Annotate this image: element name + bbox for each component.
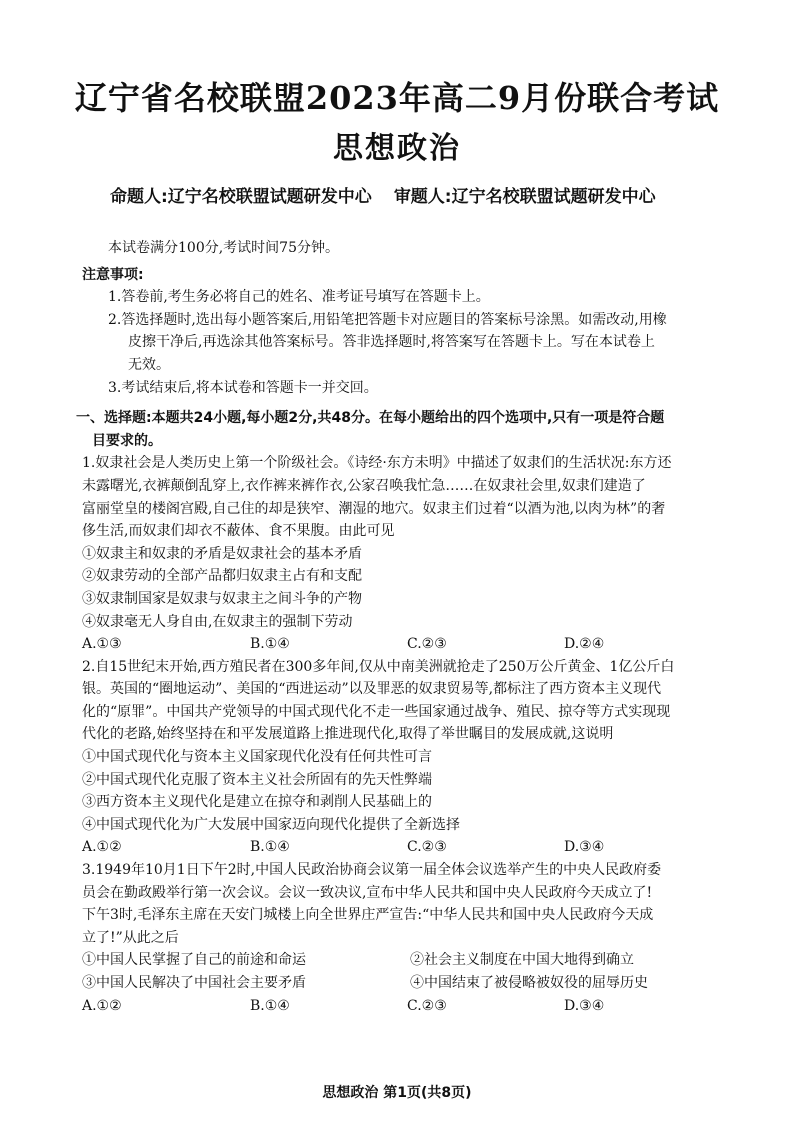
exam-title: 辽宁省名校联盟2023年高二9月份联合考试: [74, 79, 720, 117]
statement-option: ②社会主义制度在中国大地得到确立: [410, 952, 634, 969]
choice-c: C.②③: [407, 636, 447, 653]
note-item: 2.答选择题时,选出每小题答案后,用铅笔把答题卡对应题目的答案标号涂黑。如需改动,用橡 皮擦干净后,再选涂其他答案标号。答非选择题时,将答案写在答题卡上。写在本试卷上 无效。: [108, 311, 667, 373]
question-stem: 1.奴隶社会是人类历史上第一个阶级社会。《诗经·东方未明》中描述了奴隶们的生活状况:东方还 未露曙光,衣裤颠倒乱穿上,衣作裤来裤作衣,公家召唤我忙急……在奴隶社会里,奴隶们建造了 富丽堂皇的楼阁宫殿,自己住的却是狭窄、潮湿的地穴。奴隶主们过着“以酒为池,以肉为林”的奢 侈生活,而奴隶们却衣不蔽体、食不果腹。由此可见: [82, 455, 672, 540]
choice-a: A.①②: [82, 839, 122, 856]
statement-option: ①中国式现代化与资本主义国家现代化没有任何共性可言: [82, 749, 432, 766]
statement-option: ④中国式现代化为广大发展中国家迈向现代化提供了全新选择: [82, 816, 460, 833]
statement-option: ④中国结束了被侵略被奴役的屈辱历史: [410, 975, 648, 991]
author-line: [110, 185, 750, 209]
statement-option: ③中国人民解决了中国社会主要矛盾: [82, 975, 306, 991]
note-item: 1.答卷前,考生务必将自己的姓名、准考证号填写在答题卡上。: [108, 289, 490, 306]
page-footer: 思想政治 第1页(共8页): [322, 1085, 472, 1101]
choice-c: C.②③: [407, 997, 447, 1014]
statement-option: ②奴隶劳动的全部产品都归奴隶主占有和支配: [82, 568, 362, 585]
author: 命题人:辽宁名校联盟试题研发中心: [110, 187, 372, 207]
notes-title: 注意事项:: [82, 266, 144, 283]
question-2: [82, 656, 746, 859]
statement-option-row: [82, 972, 746, 995]
question-3: [82, 859, 746, 1017]
reviewer: 审题人:辽宁名校联盟试题研发中心: [393, 187, 656, 207]
answer-choices: [82, 633, 746, 656]
choice-d: D.③④: [564, 839, 605, 856]
question-1: [82, 452, 746, 655]
intro-text: 本试卷满分100分,考试时间75分钟。: [108, 240, 339, 256]
choice-b: B.①④: [250, 636, 290, 653]
statement-option-row: [82, 949, 746, 972]
statement-option: ④奴隶毫无人身自由,在奴隶主的强制下劳动: [82, 613, 353, 630]
choice-c: C.②③: [407, 839, 447, 856]
question-stem: 3.1949年10月1日下午2时,中国人民政治协商会议第一届全体会议选举产生的中央人民政府委 员会在勤政殿举行第一次会议。会议一致决议,宣布中华人民共和国中央人民政府今天成立了! 下午3时,毛泽东主席在天安门城楼上向全世界庄严宣告:“中华人民共和国中央人民政府今天成 立了!”从此之后: [82, 862, 662, 946]
choice-b: B.①④: [250, 997, 290, 1014]
note-item: 3.考试结束后,将本试卷和答题卡一并交回。: [108, 379, 378, 396]
choice-d: D.③④: [564, 997, 605, 1014]
exam-body: [76, 237, 746, 1017]
statement-option: ①奴隶主和奴隶的矛盾是奴隶社会的基本矛盾: [82, 545, 362, 562]
statement-option: ③西方资本主义现代化是建立在掠夺和剥削人民基础上的: [82, 794, 432, 811]
section-heading: 一、选择题:本题共24小题,每小题2分,共48分。在每小题给出的四个选项中,只有一项是符合题 目要求的。: [76, 410, 665, 449]
statement-option: ②中国式现代化克服了资本主义社会所固有的先天性弊端: [82, 771, 432, 788]
answer-choices: [82, 995, 746, 1018]
statement-option: ③奴隶制国家是奴隶与奴隶主之间斗争的产物: [82, 590, 362, 607]
subject-title: 思想政治: [333, 131, 461, 166]
answer-choices: [82, 836, 746, 859]
question-stem: 2.自15世纪末开始,西方殖民者在300多年间,仅从中南美洲就抢走了250万公斤黄金、1亿公斤白 银。英国的“圈地运动”、美国的“西进运动”以及罪恶的奴隶贸易等,都标注了西方资本主义现代 化的“原罪”。中国共产党领导的中国式现代化不走一些国家通过战争、殖民、掠夺等方式实现现 代化的老路,始终坚持在和平发展道路上推进现代化,取得了举世瞩目的发展成就,这说明: [82, 658, 675, 743]
statement-option: ①中国人民掌握了自己的前途和命运: [82, 952, 306, 969]
choice-d: D.②④: [564, 636, 605, 653]
choice-b: B.①④: [250, 839, 290, 856]
choice-a: A.①③: [82, 636, 122, 653]
choice-a: A.①②: [82, 997, 122, 1014]
